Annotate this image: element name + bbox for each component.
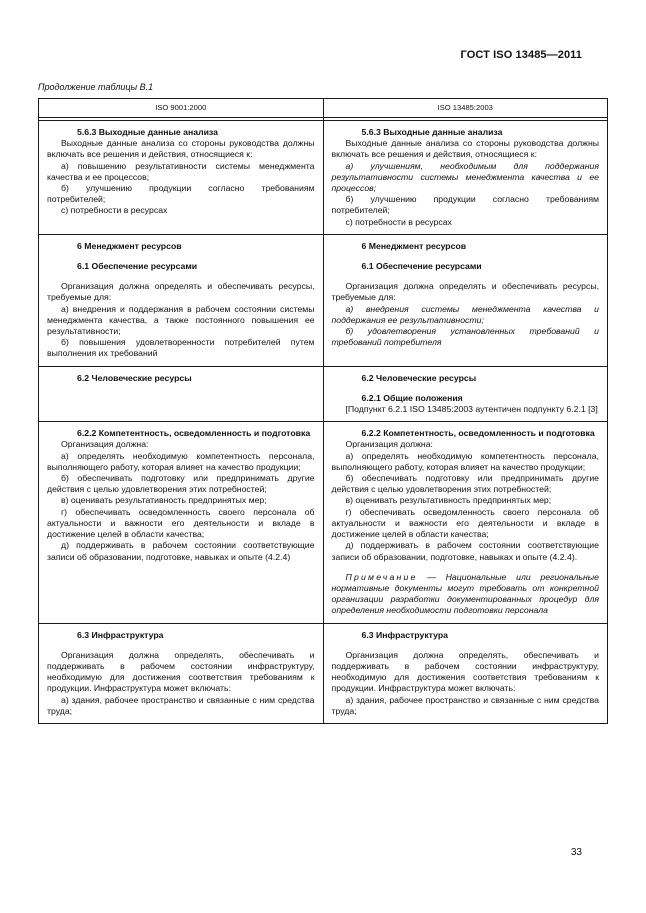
standard-code: ГОСТ ISO 13485—2011 [460,49,582,61]
list-item: а) здания, рабочее пространство и связанные с ним средства труда; [47,694,315,716]
list-item: б) обеспечивать подготовку или предпринимать другие действия с целью удовлетворения этих потребностей; [47,473,315,495]
column-header-left: ISO 9001:2000 [39,99,324,118]
list-item: б) удовлетворения установленных требований и требований потребителя [331,326,599,348]
list-item: а) здания, рабочее пространство и связанные с ним средства труда; [331,694,599,716]
cell-iso9001 [39,422,324,623]
clause-title: 6.2 Человеческие ресурсы [361,372,477,383]
clause-title: 6.3 Инфраструктура [77,629,164,640]
cell-iso9001 [39,121,324,235]
clause-title: 6.3 Инфраструктура [361,629,449,640]
table-caption: Продолжение таблицы В.1 [38,82,154,92]
cell-iso13485 [323,422,608,623]
table-row [39,234,608,366]
list-item: д) поддерживать в рабочем состоянии соответствующие записи об образовании, подготовке, навыках и опыте (4.2.4). [331,540,599,562]
comparison-table [38,98,608,724]
cell-iso9001 [39,366,324,422]
reference-note: [Подпункт 6.2.1 ISO 13485:2003 аутентичен подпункту 6.2.1 [3] [345,404,598,415]
table-row [39,623,608,723]
list-item: а) повышению результативности системы менеджмента качества и ее процессов; [47,160,315,182]
table-row [39,422,608,623]
list-item: б) улучшению продукции согласно требованиям потребителей; [47,183,315,205]
list-item: в) оценивать результативность предпринятых мер; [345,495,552,506]
list-item: с) потребности в ресурсах [345,216,452,227]
list-item: б) улучшению продукции согласно требованиям потребителей; [331,194,599,216]
cell-iso13485 [323,121,608,235]
paragraph: Выходные данные анализа со стороны руководства должны включать все решения и действия, относящиеся к: [47,138,315,160]
list-item: а) определять необходимую компетентность персонала, выполняющего работу, которая влияет на качество продукции; [47,450,315,472]
cell-iso9001 [39,234,324,366]
clause-title: 6 Менеджмент ресурсов [77,240,182,251]
page-number: 33 [570,846,582,858]
list-item: с) потребности в ресурсах [61,205,168,216]
clause-title: 6.2.2 Компетентность, осведомленность и подготовка [361,428,595,439]
paragraph: Организация должна: [61,439,149,450]
list-item: а) внедрения и поддержания в рабочем состоянии системы менеджмента качества, а также постоянного повышения ее результативности; [47,303,315,337]
clause-title: 6.2 Человеческие ресурсы [77,372,192,383]
paragraph: Организация должна определять, обеспечивать и поддерживать в рабочем состоянии инфраструктуру, необходимую для достижения соответствия требованиям к продукции. Инфраструктура может включать: [331,649,599,694]
clause-subtitle: 6.1 Обеспечение ресурсами [361,261,482,272]
list-item: г) обеспечивать осведомленность своего персонала об актуальности и важности его деятельности и вкладе в достижение целей в области качества; [47,506,315,540]
table-row [39,121,608,235]
list-item: а) определять необходимую компетентность персонала, выполняющего работу, которая влияет на качество продукции; [331,450,599,472]
clause-title: 5.6.3 Выходные данные анализа [361,127,503,137]
clause-subtitle: 6.1 Обеспечение ресурсами [77,261,198,272]
clause-title: 6 Менеджмент ресурсов [361,240,467,251]
note-label: Примечание [345,571,418,582]
list-item: б) повышения удовлетворенности потребителей путем выполнения их требований [47,337,315,359]
clause-subtitle: 6.2.1 Общие положения [361,392,463,403]
table-header-row [39,99,608,118]
paragraph: Выходные данные анализа со стороны руководства должны включать все решения и действия, относящиеся к: [331,138,599,160]
list-item: г) обеспечивать осведомленность своего персонала об актуальности и важности его деятельности и вкладе в достижение целей в области качества; [331,506,599,540]
paragraph: Организация должна определять и обеспечивать ресурсы, требуемые для: [47,281,315,303]
list-item: а) улучшениям, необходимым для поддержания результативности системы менеджмента качества и ее процессов; [331,160,599,194]
list-item: б) обеспечивать подготовку или предпринимать другие действия с целью удовлетворения этих потребностей; [331,473,599,495]
cell-iso13485 [323,366,608,422]
note [332,572,600,617]
clause-title: 5.6.3 Выходные данные анализа [77,127,218,137]
cell-iso13485 [323,623,608,723]
paragraph: Организация должна определять, обеспечивать и поддерживать в рабочем состоянии инфраструктуру, необходимую для достижения соответствия требованиям к продукции. Инфраструктура может включать: [47,649,315,694]
list-item: в) оценивать результативность предпринятых мер; [61,495,267,506]
clause-title: 6.2.2 Компетентность, осведомленность и подготовка [77,428,311,439]
cell-iso9001 [39,623,324,723]
column-header-right: ISO 13485:2003 [323,99,608,118]
list-item: а) внедрения системы менеджмента качества и поддержания ее результативности; [331,303,599,325]
paragraph: Организация должна определять и обеспечивать ресурсы, требуемые для: [331,281,599,303]
paragraph: Организация должна: [345,439,433,450]
cell-iso13485 [323,234,608,366]
list-item: д) поддерживать в рабочем состоянии соответствующие записи об образовании, подготовке, навыках и опыте (4.2.4) [47,540,315,562]
note-text: — Национальные или региональные нормативные документы могут требовать от конкретной организации разработки документированных процедур для определения необходимости подготовки персонала [331,571,599,616]
table-row [39,366,608,422]
